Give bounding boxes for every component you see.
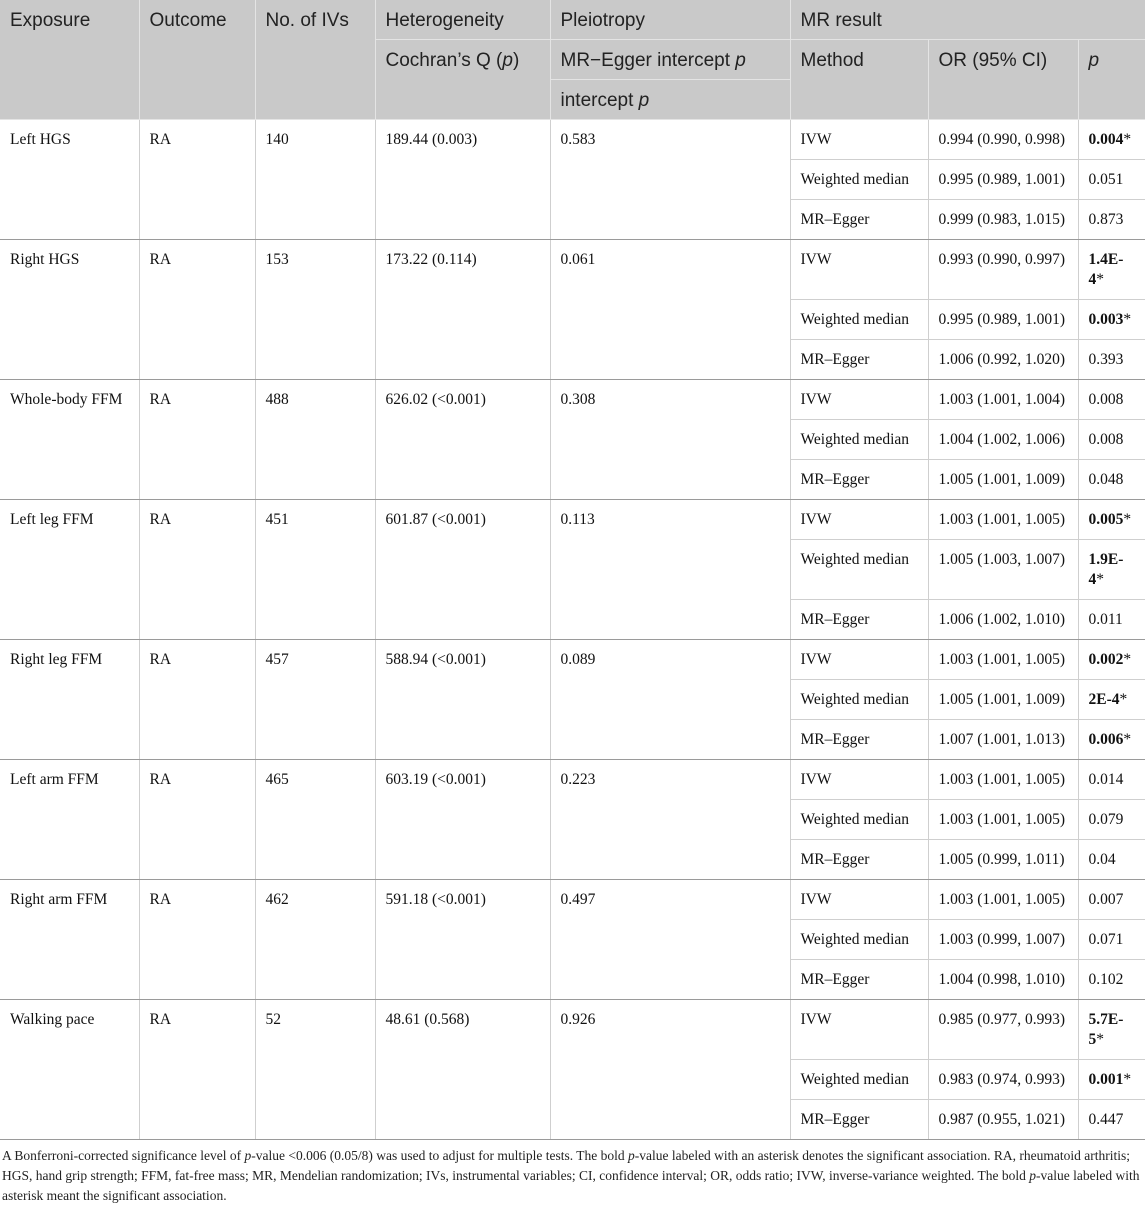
- p-value-cell: [1078, 500, 1145, 540]
- cell-cochran-q: 603.19 (<0.001): [375, 760, 550, 880]
- cell-method: MR–Egger: [790, 600, 928, 640]
- header-mr-egger-intercept: MR−Egger intercept p: [550, 40, 790, 80]
- cell-pleiotropy: 0.583: [550, 120, 790, 240]
- cell-num-ivs: 153: [255, 240, 375, 380]
- p-value-cell: 0.071: [1078, 920, 1145, 960]
- p-value-cell: [1078, 120, 1145, 160]
- cell-outcome: RA: [139, 880, 255, 1000]
- cell-outcome: RA: [139, 240, 255, 380]
- header-or-ci: OR (95% CI): [928, 40, 1078, 120]
- p-value-significant: 0.003: [1088, 311, 1124, 328]
- p-value-cell: [1078, 1060, 1145, 1100]
- cell-exposure: Right HGS: [0, 240, 139, 380]
- table-header: [0, 0, 1145, 120]
- header-p: p: [1078, 40, 1145, 120]
- cell-num-ivs: 465: [255, 760, 375, 880]
- p-value-cell: 0.393: [1078, 340, 1145, 380]
- cell-cochran-q: 173.22 (0.114): [375, 240, 550, 380]
- p-value-cell: [1078, 1000, 1145, 1060]
- cell-pleiotropy: 0.089: [550, 640, 790, 760]
- cell-or-ci: 1.005 (1.001, 1.009): [928, 460, 1078, 500]
- cell-method: MR–Egger: [790, 340, 928, 380]
- cell-pleiotropy: 0.308: [550, 380, 790, 500]
- table-row: [0, 1000, 1145, 1060]
- p-value-significant: 0.006: [1088, 731, 1124, 748]
- cell-outcome: RA: [139, 120, 255, 240]
- p-value-significant: 1.9E-4: [1088, 551, 1124, 588]
- header-pleiotropy: Pleiotropy: [550, 0, 790, 40]
- p-value-cell: 0.008: [1078, 380, 1145, 420]
- cell-exposure: Left leg FFM: [0, 500, 139, 640]
- header-heterogeneity: Heterogeneity: [375, 0, 550, 40]
- italic-p: p: [627, 1148, 635, 1163]
- p-value-cell: 0.014: [1078, 760, 1145, 800]
- cell-or-ci: 1.003 (0.999, 1.007): [928, 920, 1078, 960]
- cell-or-ci: 1.004 (0.998, 1.010): [928, 960, 1078, 1000]
- cell-exposure: Walking pace: [0, 1000, 139, 1140]
- cell-or-ci: 1.003 (1.001, 1.005): [928, 500, 1078, 540]
- header-outcome: Outcome: [139, 0, 255, 120]
- cell-cochran-q: 189.44 (0.003): [375, 120, 550, 240]
- italic-p: p: [1029, 1168, 1037, 1183]
- cell-or-ci: 0.994 (0.990, 0.998): [928, 120, 1078, 160]
- table-row: [0, 240, 1145, 300]
- cell-outcome: RA: [139, 760, 255, 880]
- cell-cochran-q: 48.61 (0.568): [375, 1000, 550, 1140]
- cell-or-ci: 0.995 (0.989, 1.001): [928, 300, 1078, 340]
- cell-num-ivs: 457: [255, 640, 375, 760]
- cell-or-ci: 1.005 (1.003, 1.007): [928, 540, 1078, 600]
- table-footnote: A Bonferroni-corrected significance level of p-value <0.006 (0.05/8) was used to adjust for multiple tests. The bold p-value labeled with an asterisk denotes the significant association. RA, rheumatoid arthritis; HGS, hand grip strength; FFM, fat-free mass; MR, Mendelian randomization; IVs, instrumental variables; CI, confidence interval; OR, odds ratio; IVW, inverse-variance weighted. The bold p-value labeled with asterisk meant the significant association.: [2, 1148, 1140, 1203]
- p-value-cell: [1078, 640, 1145, 680]
- cell-method: Weighted median: [790, 420, 928, 460]
- cell-or-ci: 1.005 (0.999, 1.011): [928, 840, 1078, 880]
- cell-pleiotropy: 0.926: [550, 1000, 790, 1140]
- p-value-significant: 0.005: [1088, 511, 1124, 528]
- cell-num-ivs: 462: [255, 880, 375, 1000]
- header-num-ivs: No. of IVs: [255, 0, 375, 120]
- cell-method: Weighted median: [790, 920, 928, 960]
- cell-or-ci: 1.006 (1.002, 1.010): [928, 600, 1078, 640]
- cell-or-ci: 1.006 (0.992, 1.020): [928, 340, 1078, 380]
- table-row: [0, 640, 1145, 680]
- cell-outcome: RA: [139, 500, 255, 640]
- p-value-cell: 0.051: [1078, 160, 1145, 200]
- cell-outcome: RA: [139, 1000, 255, 1140]
- cell-method: MR–Egger: [790, 720, 928, 760]
- cell-exposure: Left HGS: [0, 120, 139, 240]
- cell-or-ci: 1.003 (1.001, 1.004): [928, 380, 1078, 420]
- cell-method: MR–Egger: [790, 460, 928, 500]
- header-method: Method: [790, 40, 928, 120]
- cell-or-ci: 0.995 (0.989, 1.001): [928, 160, 1078, 200]
- p-value-cell: 0.04: [1078, 840, 1145, 880]
- table-row: [0, 880, 1145, 920]
- cell-method: IVW: [790, 760, 928, 800]
- significance-asterisk: *: [1096, 1031, 1104, 1048]
- cell-cochran-q: 591.18 (<0.001): [375, 880, 550, 1000]
- significance-asterisk: *: [1119, 691, 1128, 708]
- cell-method: MR–Egger: [790, 200, 928, 240]
- cell-exposure: Left arm FFM: [0, 760, 139, 880]
- p-value-cell: 0.873: [1078, 200, 1145, 240]
- significance-asterisk: *: [1123, 131, 1132, 148]
- cell-exposure: Right arm FFM: [0, 880, 139, 1000]
- p-value-cell: 0.102: [1078, 960, 1145, 1000]
- significance-asterisk: *: [1096, 571, 1104, 588]
- table-row: [0, 760, 1145, 800]
- cell-or-ci: 1.003 (1.001, 1.005): [928, 880, 1078, 920]
- cell-num-ivs: 451: [255, 500, 375, 640]
- p-value-cell: 0.008: [1078, 420, 1145, 460]
- cell-num-ivs: 140: [255, 120, 375, 240]
- p-value-significant: 5.7E-5: [1088, 1011, 1124, 1048]
- p-value-cell: 0.048: [1078, 460, 1145, 500]
- table-row: [0, 380, 1145, 420]
- significance-asterisk: *: [1123, 731, 1132, 748]
- p-value-cell: 0.447: [1078, 1100, 1145, 1140]
- cell-or-ci: 0.985 (0.977, 0.993): [928, 1000, 1078, 1060]
- cell-method: IVW: [790, 640, 928, 680]
- p-value-cell: [1078, 240, 1145, 300]
- cell-pleiotropy: 0.223: [550, 760, 790, 880]
- cell-method: Weighted median: [790, 1060, 928, 1100]
- cell-or-ci: 0.983 (0.974, 0.993): [928, 1060, 1078, 1100]
- italic-p: p: [244, 1148, 252, 1163]
- cell-or-ci: 1.004 (1.002, 1.006): [928, 420, 1078, 460]
- cell-or-ci: 0.999 (0.983, 1.015): [928, 200, 1078, 240]
- p-value-cell: 0.079: [1078, 800, 1145, 840]
- significance-asterisk: *: [1123, 1071, 1132, 1088]
- header-exposure: Exposure: [0, 0, 139, 120]
- cell-method: Weighted median: [790, 540, 928, 600]
- p-value-cell: [1078, 720, 1145, 760]
- cell-pleiotropy: 0.061: [550, 240, 790, 380]
- p-value-cell: [1078, 540, 1145, 600]
- p-value-cell: 0.011: [1078, 600, 1145, 640]
- cell-method: IVW: [790, 380, 928, 420]
- table-row: [0, 120, 1145, 160]
- cell-num-ivs: 52: [255, 1000, 375, 1140]
- cell-method: Weighted median: [790, 300, 928, 340]
- cell-or-ci: 1.003 (1.001, 1.005): [928, 760, 1078, 800]
- significance-asterisk: *: [1123, 511, 1132, 528]
- cell-method: Weighted median: [790, 160, 928, 200]
- p-value-cell: [1078, 680, 1145, 720]
- cell-or-ci: 0.987 (0.955, 1.021): [928, 1100, 1078, 1140]
- cell-pleiotropy: 0.497: [550, 880, 790, 1000]
- cell-or-ci: 1.003 (1.001, 1.005): [928, 640, 1078, 680]
- cell-or-ci: 0.993 (0.990, 0.997): [928, 240, 1078, 300]
- cell-or-ci: 1.005 (1.001, 1.009): [928, 680, 1078, 720]
- cell-cochran-q: 588.94 (<0.001): [375, 640, 550, 760]
- cell-method: MR–Egger: [790, 960, 928, 1000]
- header-cochran-q: Cochran’s Q (p): [375, 40, 550, 120]
- cell-method: Weighted median: [790, 800, 928, 840]
- table-body: [0, 120, 1145, 1140]
- cell-outcome: RA: [139, 640, 255, 760]
- header-mr-result: MR result: [790, 0, 1145, 40]
- significance-asterisk: *: [1096, 271, 1104, 288]
- p-value-cell: 0.007: [1078, 880, 1145, 920]
- cell-method: IVW: [790, 120, 928, 160]
- p-value-cell: [1078, 300, 1145, 340]
- cell-pleiotropy: 0.113: [550, 500, 790, 640]
- cell-num-ivs: 488: [255, 380, 375, 500]
- p-value-significant: 0.004: [1088, 131, 1124, 148]
- p-value-significant: 0.001: [1088, 1071, 1124, 1088]
- header-intercept-p: intercept p: [550, 80, 790, 120]
- cell-method: IVW: [790, 880, 928, 920]
- table-row: [0, 500, 1145, 540]
- cell-cochran-q: 626.02 (<0.001): [375, 380, 550, 500]
- cell-method: Weighted median: [790, 680, 928, 720]
- cell-method: IVW: [790, 240, 928, 300]
- cell-or-ci: 1.007 (1.001, 1.013): [928, 720, 1078, 760]
- cell-method: MR–Egger: [790, 1100, 928, 1140]
- cell-or-ci: 1.003 (1.001, 1.005): [928, 800, 1078, 840]
- cell-cochran-q: 601.87 (<0.001): [375, 500, 550, 640]
- p-value-significant: 1.4E-4: [1088, 251, 1124, 288]
- significance-asterisk: *: [1123, 311, 1132, 328]
- cell-outcome: RA: [139, 380, 255, 500]
- p-value-significant: 0.002: [1088, 651, 1124, 668]
- cell-exposure: Right leg FFM: [0, 640, 139, 760]
- cell-exposure: Whole-body FFM: [0, 380, 139, 500]
- cell-method: IVW: [790, 500, 928, 540]
- cell-method: IVW: [790, 1000, 928, 1060]
- cell-method: MR–Egger: [790, 840, 928, 880]
- p-value-significant: 2E-4: [1088, 691, 1120, 708]
- significance-asterisk: *: [1123, 651, 1132, 668]
